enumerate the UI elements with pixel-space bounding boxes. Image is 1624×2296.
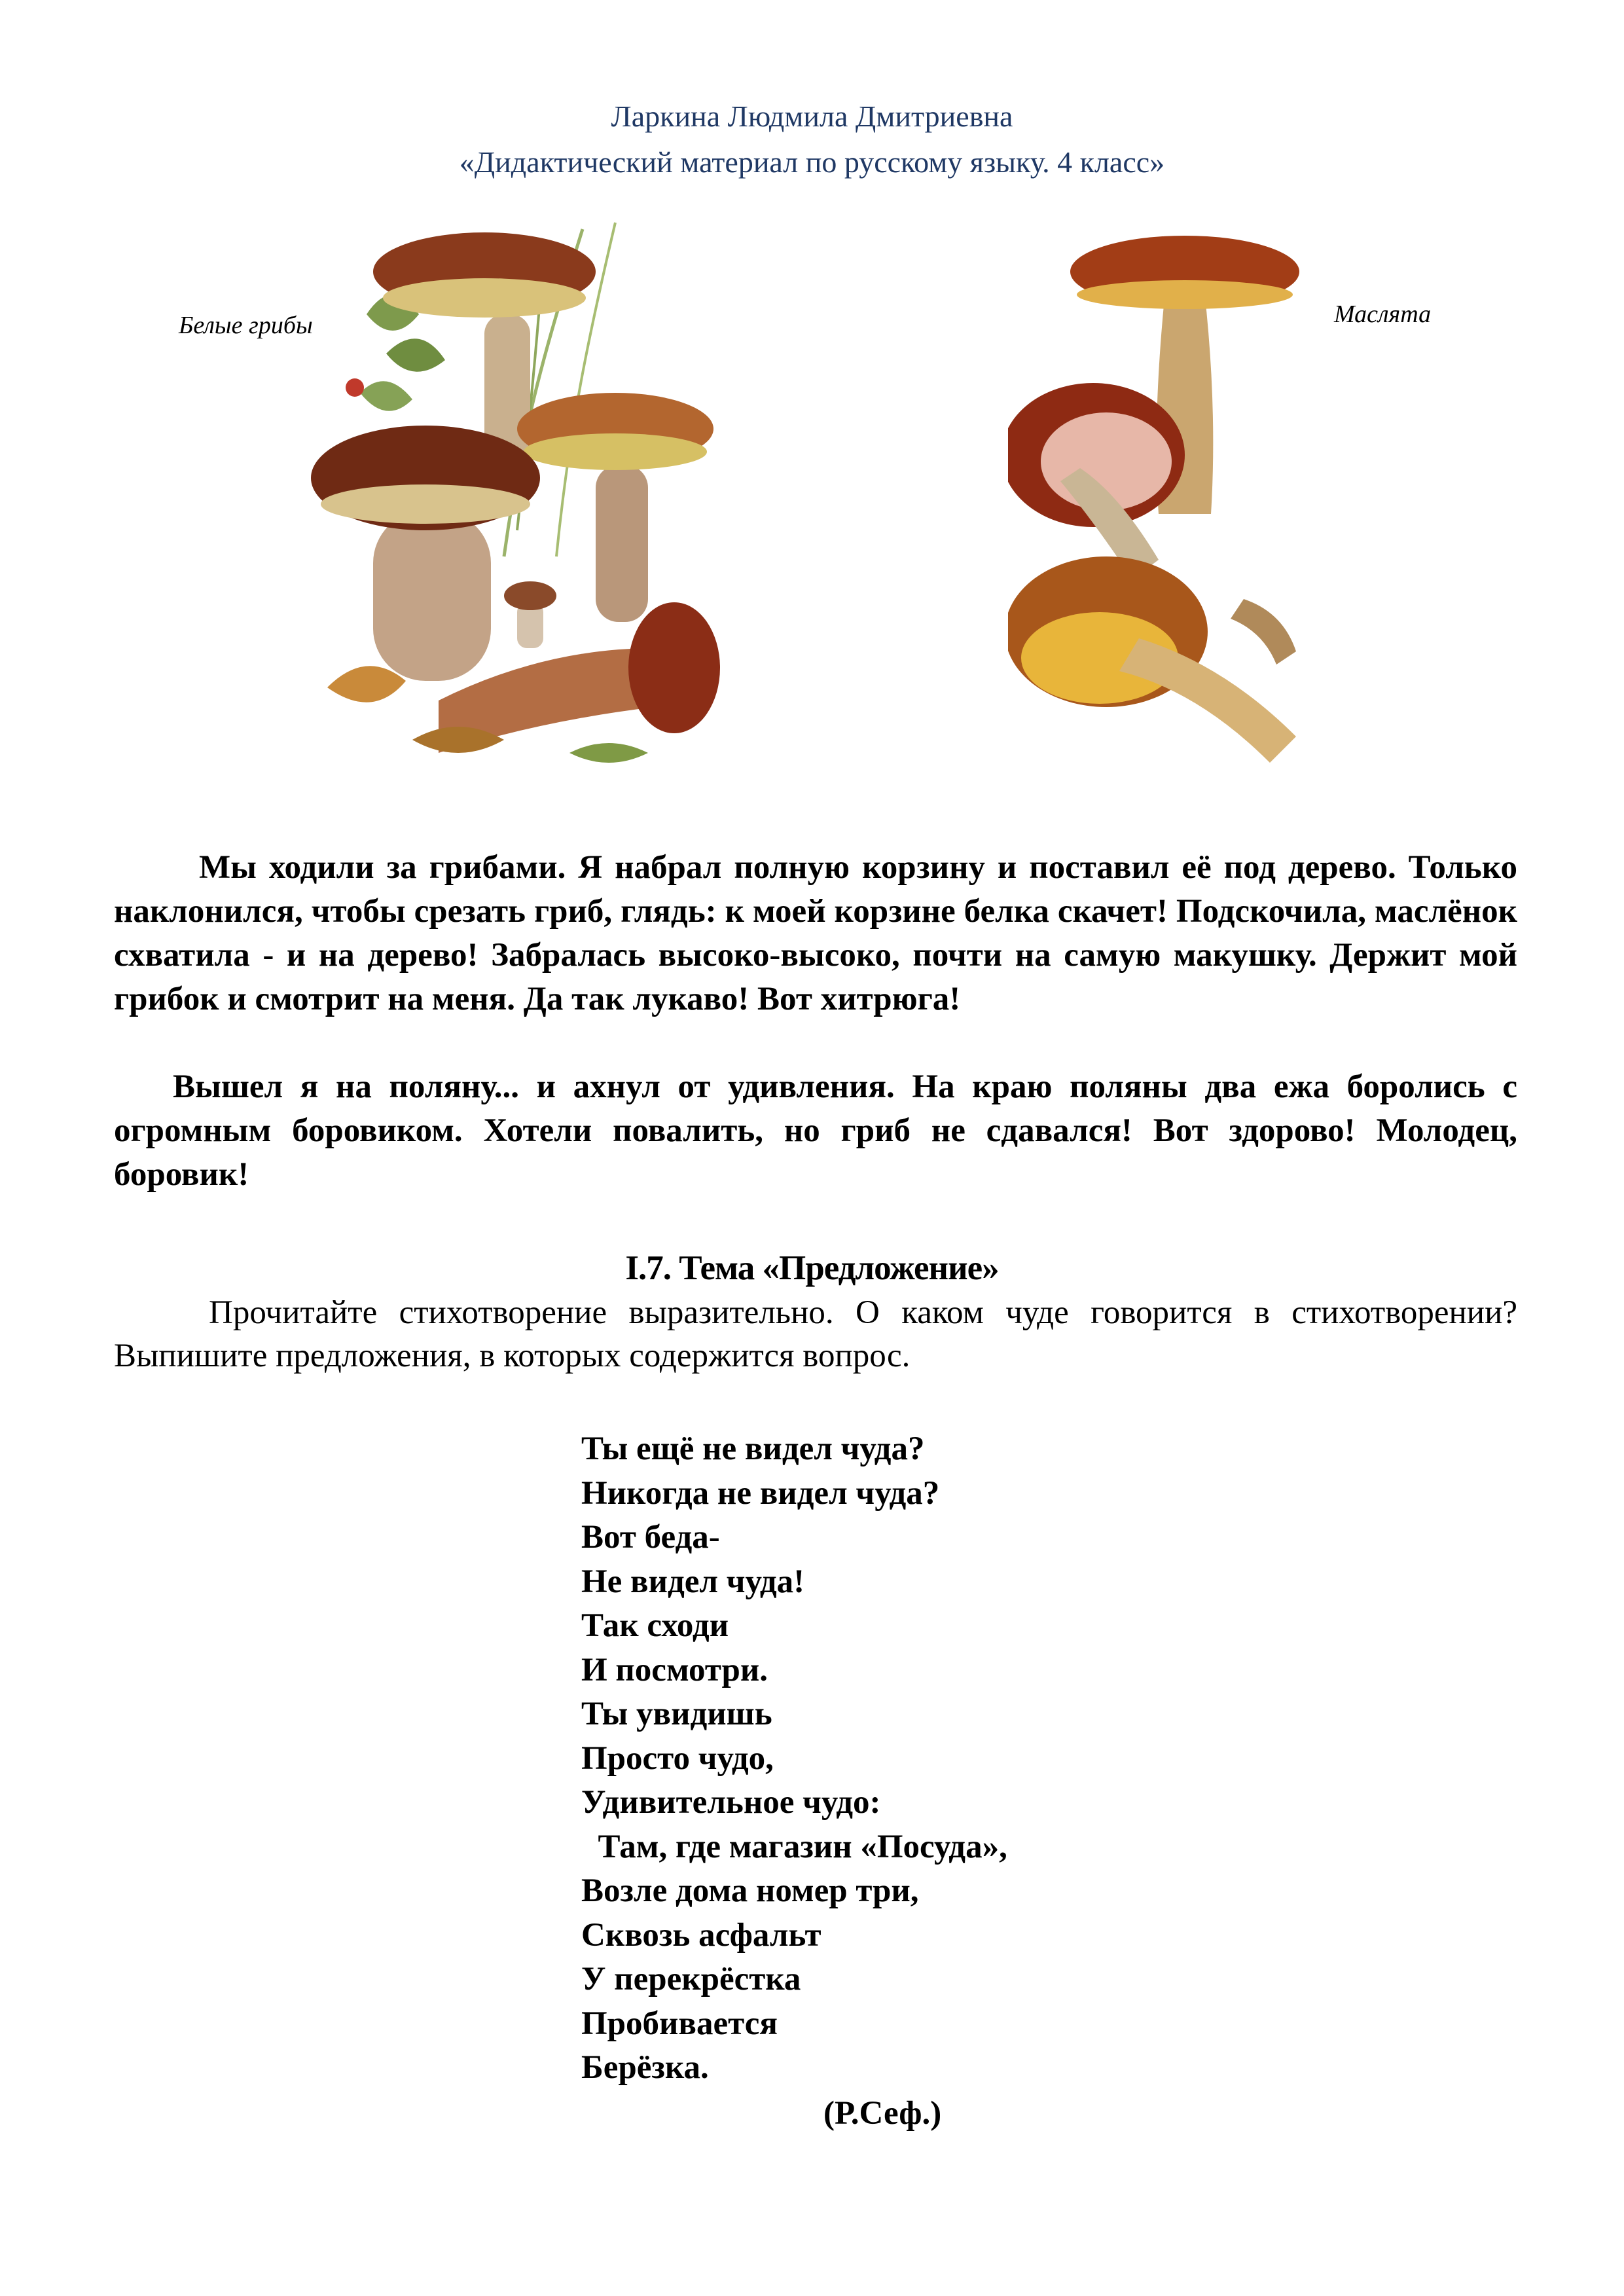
porcini-mushrooms-illustration (308, 216, 753, 779)
poem-line: Берёзка. (581, 2049, 709, 2086)
poem-line: Просто чудо, (581, 1740, 774, 1777)
poem-line: Пробивается (581, 2005, 778, 2042)
poem-line: Вот беда- (581, 1519, 720, 1556)
poem-author: (Р.Сеф.) (823, 2095, 942, 2132)
story-paragraph-1: Мы ходили за грибами. Я набрал полную корзину и поставил её под дерево. Только наклонился, чтобы срезать гриб, глядь: к моей корзине белка скачет! Подскочила, маслёнок схватила - и на дерево! Забралась высоко-высоко, почти на самую макушку. Держит мой грибок и смотрит на меня. Да так лукаво! Вот хитрюга! (114, 849, 1517, 1017)
poem-line: Удивительное чудо: (581, 1784, 881, 1821)
task-text: Прочитайте стихотворение выразительно. О каком чуде говорится в стихотворении? Выпишите предложения, в которых содержится вопрос. (114, 1294, 1517, 1374)
poem-line: Не видел чуда! (581, 1563, 805, 1600)
butter-mushrooms-illustration (1008, 232, 1348, 769)
poem-line: Ты увидишь (581, 1696, 772, 1732)
section-title: I.7. Тема «Предложение» (625, 1249, 999, 1287)
poem-line: И посмотри. (581, 1651, 768, 1688)
caption-butter-mushrooms: Маслята (1334, 301, 1432, 328)
poem (581, 1427, 1007, 2090)
poem-line: У перекрёстка (581, 1961, 801, 1997)
header-title: «Дидактический материал по русскому языку. 4 класс» (459, 145, 1165, 179)
header-author: Ларкина Людмила Дмитриевна (611, 100, 1013, 133)
poem-line: Сквозь асфальт (581, 1916, 821, 1954)
poem-line: Так сходи (581, 1607, 729, 1644)
story-paragraph-2: Вышел я на поляну... и ахнул от удивления. На краю поляны два ежа боролись с огромным боровиком. Хотели повалить, но гриб не сдавался! Вот здорово! Молодец, боровик! (114, 1068, 1517, 1193)
poem-line: Никогда не видел чуда? (581, 1474, 940, 1512)
poem-line: Возле дома номер три, (581, 1872, 919, 1909)
caption-porcini: Белые грибы (179, 312, 313, 339)
poem-line: Там, где магазин «Посуда», (581, 1828, 1007, 1865)
poem-line: Ты ещё не видел чуда? (581, 1430, 925, 1467)
